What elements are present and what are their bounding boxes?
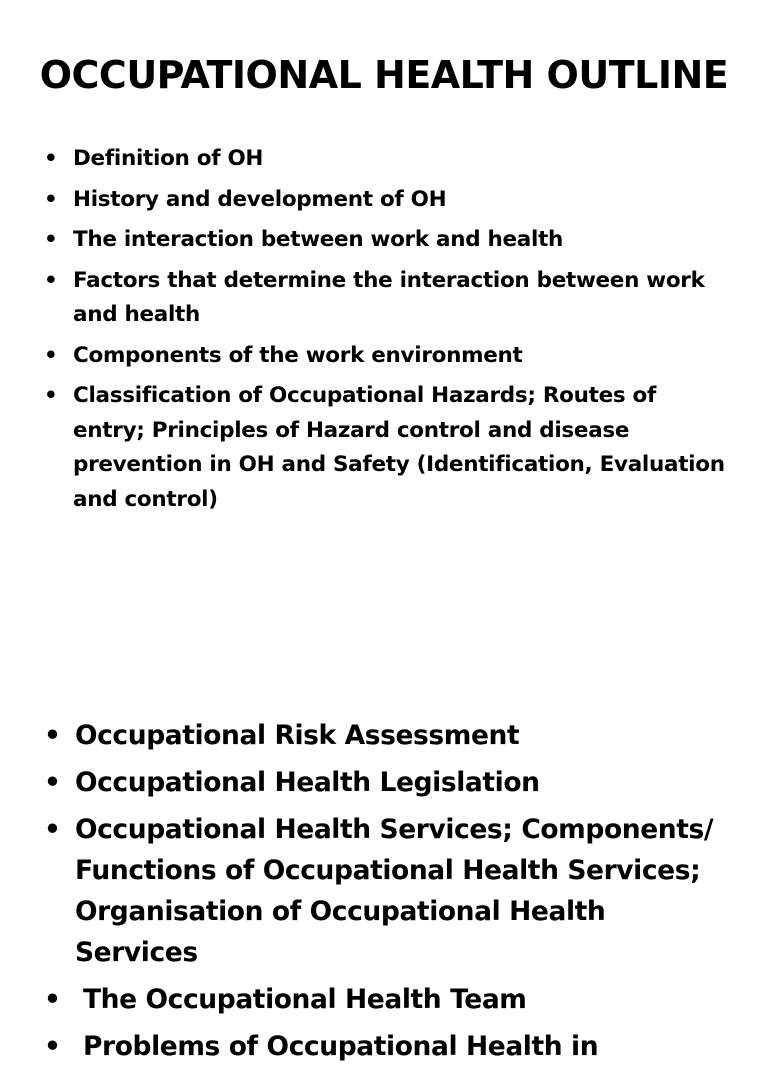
list-item-text: Classification of Occupational Hazards; Routes of entry; Principles of Hazard control and disease prevention in OH and Safety (Identification, Evaluation and control) <box>73 383 725 512</box>
list-item-text: Problems of Occupational Health in <box>83 1031 599 1062</box>
bullet-icon: • <box>44 720 61 751</box>
bullet-icon: • <box>44 814 61 845</box>
list-item <box>44 223 734 258</box>
list-item-text: Occupational Health Legislation <box>75 767 540 798</box>
list-item <box>44 809 734 973</box>
bullet-icon: • <box>44 267 58 293</box>
list-item <box>44 979 734 1020</box>
list-item <box>44 762 734 803</box>
list-item-text: Definition of OH <box>73 146 264 171</box>
bullet-icon: • <box>44 383 58 408</box>
list-item <box>44 339 734 374</box>
list-item-text: The interaction between work and health <box>73 227 564 252</box>
bullet-icon: • <box>44 186 58 212</box>
list-item-text: The Occupational Health Team <box>83 984 527 1015</box>
list-item-text: Components of the work environment <box>73 342 523 368</box>
list-item <box>44 715 734 756</box>
list-item <box>44 1026 734 1067</box>
list-item-text: History and development of OH <box>73 186 447 212</box>
bullet-icon: • <box>44 342 58 368</box>
page-title: OCCUPATIONAL HEALTH OUTLINE <box>39 53 729 97</box>
list-item-text: Occupational Risk Assessment <box>75 720 520 751</box>
outline-list-top <box>44 142 734 523</box>
bullet-icon: • <box>44 146 58 171</box>
list-item <box>44 379 734 517</box>
list-item-text: Factors that determine the interaction between work and health <box>73 267 705 327</box>
bullet-icon: • <box>44 984 61 1015</box>
outline-list-bottom <box>44 715 734 1073</box>
list-item <box>44 142 734 177</box>
list-item <box>44 264 734 333</box>
list-item <box>44 183 734 218</box>
bullet-icon: • <box>44 1031 61 1062</box>
bullet-icon: • <box>44 227 58 252</box>
list-item-text: Occupational Health Services; Components/ Functions of Occupational Health Services; Organisation of Occupational Health Services <box>75 814 714 968</box>
bullet-icon: • <box>44 767 61 798</box>
